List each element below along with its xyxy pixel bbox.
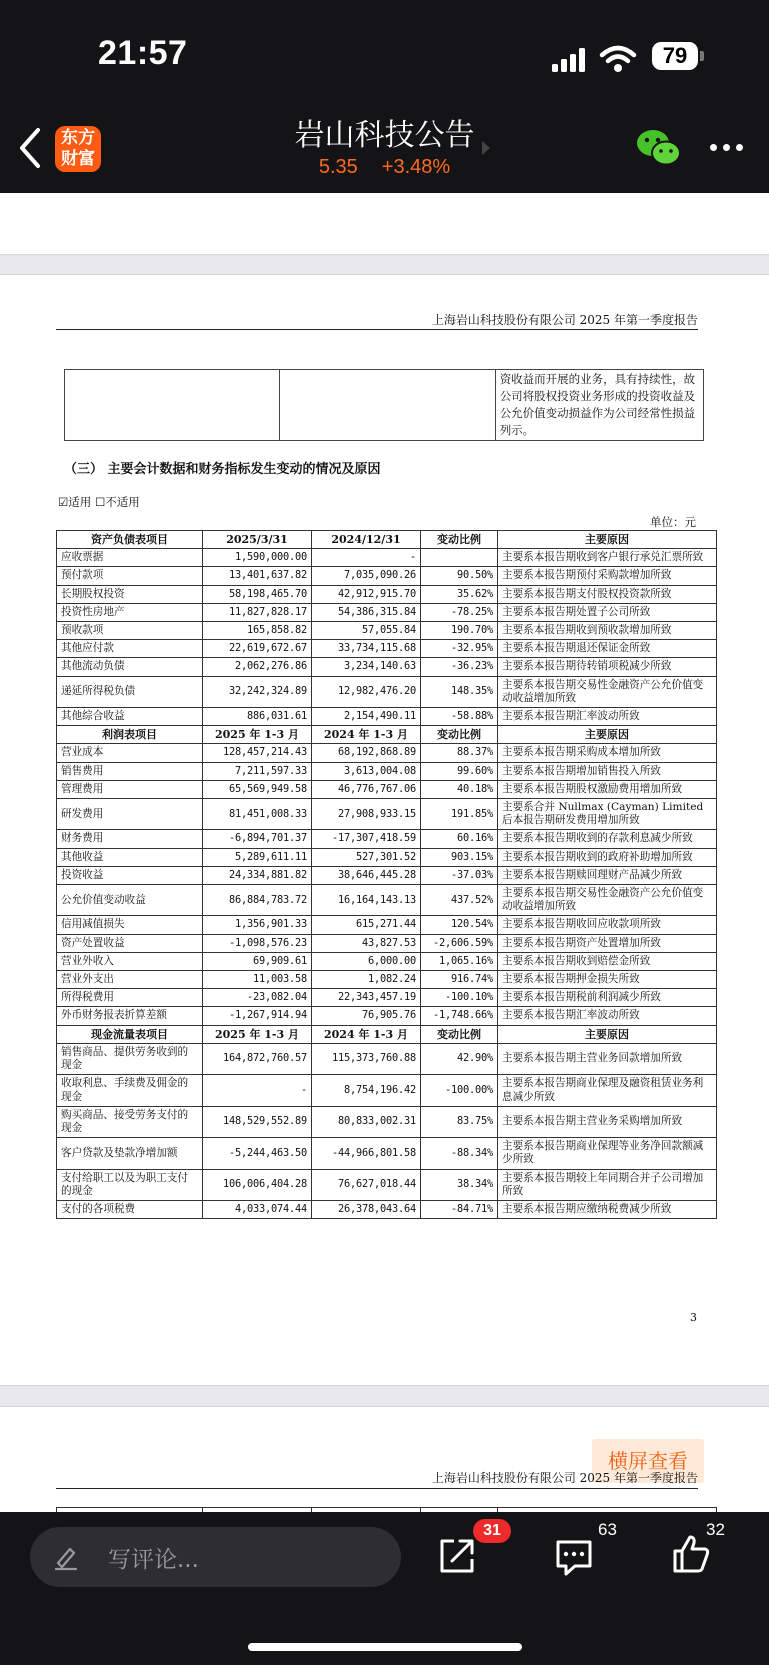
- reason-cell: 主要系本报告期收到客户银行承兑汇票所致: [498, 549, 717, 567]
- next-running-header: 上海岩山科技股份有限公司 2025 年第一季度报告: [431, 1471, 698, 1485]
- current-value-cell: -5,244,463.50: [203, 1138, 312, 1169]
- table-header-row: [57, 1025, 717, 1043]
- reason-cell: 主要系本报告期交易性金融资产公允价值变动收益增加所致: [498, 676, 717, 707]
- change-ratio-cell: 88.37%: [421, 744, 498, 762]
- reason-cell: 主要系本报告期退还保证金所致: [498, 640, 717, 658]
- reason-cell: 主要系本报告期增加销售投入所致: [498, 762, 717, 780]
- reason-cell: 主要系本报告期支付股权投资款所致: [498, 585, 717, 603]
- change-ratio-cell: 83.75%: [421, 1106, 498, 1137]
- prior-value-cell: 527,301.52: [312, 848, 421, 866]
- change-ratio-cell: -37.03%: [421, 866, 498, 884]
- reason-cell: 主要系本报告期收到的政府补助增加所致: [498, 848, 717, 866]
- status-time: 21:57: [98, 34, 188, 72]
- reason-cell: 主要系合并 Nullmax (Cayman) Limited 后本报告期研发费用增加所致: [498, 799, 717, 830]
- reason-cell: 主要系本报告期交易性金融资产公允价值变动收益增加所致: [498, 885, 717, 916]
- current-value-cell: 13,401,637.82: [203, 567, 312, 585]
- change-ratio-cell: 40.18%: [421, 780, 498, 798]
- table-row: [57, 1200, 717, 1218]
- change-ratio-cell: 190.70%: [421, 622, 498, 640]
- prior-value-cell: 38,646,445.28: [312, 866, 421, 884]
- change-ratio-cell: -100.10%: [421, 989, 498, 1007]
- header-cell: 资产负债表项目: [57, 531, 203, 549]
- table-row: [57, 848, 717, 866]
- change-ratio-cell: 42.90%: [421, 1043, 498, 1074]
- table-row: [57, 866, 717, 884]
- share-icon[interactable]: [436, 1535, 478, 1577]
- change-ratio-cell: 148.35%: [421, 676, 498, 707]
- header-cell: 主要原因: [498, 1025, 717, 1043]
- stock-change: +3.48%: [381, 156, 451, 178]
- prior-value-cell: 12,982,476.20: [312, 676, 421, 707]
- table-row: [57, 799, 717, 830]
- current-value-cell: 886,031.61: [203, 708, 312, 726]
- reason-cell: 主要系本报告期汇率波动所致: [498, 708, 717, 726]
- header-cell: 主要原因: [498, 531, 717, 549]
- change-ratio-cell: -84.71%: [421, 1200, 498, 1218]
- current-value-cell: 81,451,008.33: [203, 799, 312, 830]
- reason-cell: 主要系本报告期商业保理及融资租赁业务利息减少所致: [498, 1075, 717, 1106]
- change-ratio-cell: -58.88%: [421, 708, 498, 726]
- header-cell: 2025 年 1-3 月: [203, 726, 312, 744]
- change-ratio-cell: 916.74%: [421, 971, 498, 989]
- change-ratio-cell: -2,606.59%: [421, 934, 498, 952]
- prior-value-cell: 8,754,196.42: [312, 1075, 421, 1106]
- current-value-cell: 164,872,760.57: [203, 1043, 312, 1074]
- table-row: [57, 603, 717, 621]
- reason-cell: 主要系本报告期商业保理等业务净回款额减少所致: [498, 1138, 717, 1169]
- reason-cell: 主要系本报告期应缴纳税费减少所致: [498, 1200, 717, 1218]
- next-header-rule: [56, 1488, 698, 1489]
- header-cell: 变动比例: [421, 1025, 498, 1043]
- prior-value-cell: 27,908,933.15: [312, 799, 421, 830]
- prior-value-cell: 68,192,868.89: [312, 744, 421, 762]
- prior-value-cell: 2,154,490.11: [312, 708, 421, 726]
- prior-value-cell: 42,912,915.70: [312, 585, 421, 603]
- table-row: [57, 934, 717, 952]
- item-cell: 递延所得税负债: [57, 676, 203, 707]
- table-row: [57, 830, 717, 848]
- running-header: 上海岩山科技股份有限公司 2025 年第一季度报告: [431, 313, 698, 327]
- current-value-cell: 5,289,611.11: [203, 848, 312, 866]
- rotate-view-button[interactable]: 横屏查看: [592, 1439, 704, 1483]
- prior-value-cell: -: [312, 549, 421, 567]
- change-ratio-cell: 99.60%: [421, 762, 498, 780]
- change-ratio-cell: -88.34%: [421, 1138, 498, 1169]
- header-cell: 变动比例: [421, 531, 498, 549]
- prev-table-text: 资收益而开展的业务，具有持续性，故公司将股权投资业务形成的投资收益及公允价值变动损益作为公司经常性损益列示。: [495, 370, 703, 441]
- change-ratio-cell: 90.50%: [421, 567, 498, 585]
- prior-value-cell: 615,271.44: [312, 916, 421, 934]
- item-cell: 其他综合收益: [57, 708, 203, 726]
- change-ratio-cell: 120.54%: [421, 916, 498, 934]
- current-value-cell: -6,894,701.37: [203, 830, 312, 848]
- table-row: [57, 585, 717, 603]
- item-cell: 所得税费用: [57, 989, 203, 1007]
- change-ratio-cell: -78.25%: [421, 603, 498, 621]
- battery-icon: 79: [652, 42, 698, 70]
- reason-cell: 主要系本报告期预付采购款增加所致: [498, 567, 717, 585]
- share-count-badge: 31: [473, 1519, 511, 1543]
- item-cell: 营业外支出: [57, 971, 203, 989]
- change-ratio-cell: 38.34%: [421, 1169, 498, 1200]
- item-cell: 客户贷款及垫款净增加额: [57, 1138, 203, 1169]
- page-number: 3: [690, 1311, 697, 1324]
- header-cell: 2024 年 1-3 月: [312, 1025, 421, 1043]
- comment-input[interactable]: [30, 1527, 401, 1587]
- current-value-cell: -23,082.04: [203, 989, 312, 1007]
- current-value-cell: 69,909.61: [203, 952, 312, 970]
- stock-price: 5.35: [318, 156, 358, 178]
- table-row: [57, 1106, 717, 1137]
- current-value-cell: 148,529,552.89: [203, 1106, 312, 1137]
- logo-line-1: 东方: [61, 128, 95, 148]
- item-cell: 投资收益: [57, 866, 203, 884]
- change-ratio-cell: 1,065.16%: [421, 952, 498, 970]
- caret-right-icon: [482, 141, 490, 155]
- header-cell: 2024/12/31: [312, 531, 421, 549]
- change-ratio-cell: 903.15%: [421, 848, 498, 866]
- item-cell: 营业成本: [57, 744, 203, 762]
- table-row: [57, 780, 717, 798]
- table-row: [57, 622, 717, 640]
- change-ratio-cell: -1,748.66%: [421, 1007, 498, 1025]
- reason-cell: 主要系本报告期收回应收款项所致: [498, 916, 717, 934]
- previous-page-bottom: [0, 193, 769, 255]
- item-cell: 资产处置收益: [57, 934, 203, 952]
- table-row: [57, 640, 717, 658]
- reason-cell: 主要系本报告期收到预收款增加所致: [498, 622, 717, 640]
- current-value-cell: 106,006,404.28: [203, 1169, 312, 1200]
- current-value-cell: 2,062,276.86: [203, 658, 312, 676]
- applicable-checkbox: ☑适用 ☐不适用: [58, 495, 140, 509]
- current-value-cell: 32,242,324.89: [203, 676, 312, 707]
- item-cell: 收取利息、手续费及佣金的现金: [57, 1075, 203, 1106]
- like-count: 32: [706, 1520, 725, 1539]
- prior-value-cell: 22,343,457.19: [312, 989, 421, 1007]
- header-cell: 主要原因: [498, 726, 717, 744]
- item-cell: 长期股权投资: [57, 585, 203, 603]
- header-rule: [56, 329, 698, 330]
- item-cell: 购买商品、接受劳务支付的现金: [57, 1106, 203, 1137]
- table-row: [57, 1007, 717, 1025]
- table-row: [57, 916, 717, 934]
- table-row: [57, 971, 717, 989]
- table-row: [57, 989, 717, 1007]
- header-cell: 利润表项目: [57, 726, 203, 744]
- reason-cell: 主要系本报告期主营业务采购增加所致: [498, 1106, 717, 1137]
- wifi-icon: [600, 44, 636, 74]
- table-header-row: [57, 726, 717, 744]
- header-cell: 2025 年 1-3 月: [203, 1025, 312, 1043]
- change-ratio-cell: 191.85%: [421, 799, 498, 830]
- change-ratio-cell: 35.62%: [421, 585, 498, 603]
- current-value-cell: 1,356,901.33: [203, 916, 312, 934]
- header-cell: 2025/3/31: [203, 531, 312, 549]
- prior-value-cell: 46,776,767.06: [312, 780, 421, 798]
- prior-value-cell: 115,373,760.88: [312, 1043, 421, 1074]
- table-row: [57, 658, 717, 676]
- unit-label: 单位：元: [650, 515, 696, 529]
- financial-changes-table: [56, 530, 717, 1219]
- item-cell: 其他应付款: [57, 640, 203, 658]
- document-page[interactable]: [0, 274, 769, 1386]
- header-cell: 现金流量表项目: [57, 1025, 203, 1043]
- item-cell: 信用减值损失: [57, 916, 203, 934]
- current-value-cell: 1,590,000.00: [203, 549, 312, 567]
- prior-value-cell: 6,000.00: [312, 952, 421, 970]
- reason-cell: 主要系本报告期汇率波动所致: [498, 1007, 717, 1025]
- table-header-row: [57, 531, 717, 549]
- item-cell: 支付的各项税费: [57, 1200, 203, 1218]
- item-cell: 投资性房地产: [57, 603, 203, 621]
- reason-cell: 主要系本报告期资产处置增加所致: [498, 934, 717, 952]
- item-cell: 预收款项: [57, 622, 203, 640]
- current-value-cell: 86,884,783.72: [203, 885, 312, 916]
- current-value-cell: 22,619,672.67: [203, 640, 312, 658]
- prior-value-cell: 76,627,018.44: [312, 1169, 421, 1200]
- current-value-cell: 11,827,828.17: [203, 603, 312, 621]
- current-value-cell: 58,198,465.70: [203, 585, 312, 603]
- item-cell: 预付款项: [57, 567, 203, 585]
- next-page[interactable]: [0, 1406, 769, 1516]
- current-value-cell: 7,211,597.33: [203, 762, 312, 780]
- reason-cell: 主要系本报告期较上年同期合并子公司增加所致: [498, 1169, 717, 1200]
- prior-value-cell: 16,164,143.13: [312, 885, 421, 916]
- current-value-cell: -1,098,576.23: [203, 934, 312, 952]
- pencil-icon: [52, 1543, 80, 1571]
- prior-value-cell: -44,966,801.58: [312, 1138, 421, 1169]
- header-cell: 变动比例: [421, 726, 498, 744]
- prior-value-cell: 57,055.84: [312, 622, 421, 640]
- logo-line-2: 财富: [61, 149, 95, 169]
- prior-value-cell: 80,833,002.31: [312, 1106, 421, 1137]
- cellular-signal-icon: [552, 48, 588, 72]
- item-cell: 销售商品、提供劳务收到的现金: [57, 1043, 203, 1074]
- item-cell: 公允价值变动收益: [57, 885, 203, 916]
- reason-cell: 主要系本报告期股权激励费用增加所致: [498, 780, 717, 798]
- item-cell: 其他流动负债: [57, 658, 203, 676]
- item-cell: 外币财务报表折算差额: [57, 1007, 203, 1025]
- prior-value-cell: 3,613,004.08: [312, 762, 421, 780]
- current-value-cell: 24,334,881.82: [203, 866, 312, 884]
- change-ratio-cell: 60.16%: [421, 830, 498, 848]
- battery-tip: [700, 51, 704, 61]
- current-value-cell: -: [203, 1075, 312, 1106]
- prior-value-cell: 43,827.53: [312, 934, 421, 952]
- previous-table-fragment: [64, 369, 704, 441]
- prior-value-cell: 3,234,140.63: [312, 658, 421, 676]
- reason-cell: 主要系本报告期赎回理财产品减少所致: [498, 866, 717, 884]
- prior-value-cell: 1,082.24: [312, 971, 421, 989]
- change-ratio-cell: 437.52%: [421, 885, 498, 916]
- reason-cell: 主要系本报告期处置子公司所致: [498, 603, 717, 621]
- table-row: [57, 1138, 717, 1169]
- item-cell: 管理费用: [57, 780, 203, 798]
- reason-cell: 主要系本报告期押金损失所致: [498, 971, 717, 989]
- reason-cell: 主要系本报告期采购成本增加所致: [498, 744, 717, 762]
- app-header: [0, 0, 769, 193]
- page-title: 岩山科技公告: [294, 118, 475, 153]
- header-cell: 2024 年 1-3 月: [312, 726, 421, 744]
- table-row: [57, 885, 717, 916]
- prior-value-cell: 76,905.76: [312, 1007, 421, 1025]
- current-value-cell: -1,267,914.94: [203, 1007, 312, 1025]
- table-row: [57, 1075, 717, 1106]
- item-cell: 支付给职工以及为职工支付的现金: [57, 1169, 203, 1200]
- item-cell: 其他收益: [57, 848, 203, 866]
- prior-value-cell: 33,734,115.68: [312, 640, 421, 658]
- table-row: [57, 744, 717, 762]
- item-cell: 营业外收入: [57, 952, 203, 970]
- item-cell: 销售费用: [57, 762, 203, 780]
- change-ratio-cell: -36.23%: [421, 658, 498, 676]
- table-row: [57, 952, 717, 970]
- current-value-cell: 4,033,074.44: [203, 1200, 312, 1218]
- current-value-cell: 165,858.82: [203, 622, 312, 640]
- prior-value-cell: 54,386,315.84: [312, 603, 421, 621]
- reason-cell: 主要系本报告期收到赔偿金所致: [498, 952, 717, 970]
- current-value-cell: 65,569,949.58: [203, 780, 312, 798]
- wechat-icon[interactable]: [636, 128, 682, 168]
- prior-value-cell: -17,307,418.59: [312, 830, 421, 848]
- item-cell: 应收票据: [57, 549, 203, 567]
- reason-cell: 主要系本报告期收到的存款利息减少所致: [498, 830, 717, 848]
- table-row: [57, 676, 717, 707]
- change-ratio-cell: -32.95%: [421, 640, 498, 658]
- current-value-cell: 11,003.58: [203, 971, 312, 989]
- prior-value-cell: 7,035,090.26: [312, 567, 421, 585]
- item-cell: 研发费用: [57, 799, 203, 830]
- comment-placeholder[interactable]: 写评论...: [108, 1547, 199, 1573]
- reason-cell: 主要系本报告期主营业务回款增加所致: [498, 1043, 717, 1074]
- more-options-icon[interactable]: [710, 144, 744, 152]
- home-indicator[interactable]: [248, 1643, 522, 1651]
- table-row: [57, 1043, 717, 1074]
- table-row: [57, 1169, 717, 1200]
- change-ratio-cell: -100.00%: [421, 1075, 498, 1106]
- reason-cell: 主要系本报告期待转销项税减少所致: [498, 658, 717, 676]
- comment-icon[interactable]: [553, 1536, 595, 1578]
- section-title: （三） 主要会计数据和财务指标发生变动的情况及原因: [64, 462, 381, 477]
- prior-value-cell: 26,378,043.64: [312, 1200, 421, 1218]
- table-row: [57, 762, 717, 780]
- item-cell: 财务费用: [57, 830, 203, 848]
- table-row: [57, 567, 717, 585]
- current-value-cell: 128,457,214.43: [203, 744, 312, 762]
- comment-count: 63: [598, 1520, 617, 1539]
- reason-cell: 主要系本报告期税前利润减少所致: [498, 989, 717, 1007]
- table-row: [57, 708, 717, 726]
- table-row: [57, 549, 717, 567]
- change-ratio-cell: [421, 549, 498, 567]
